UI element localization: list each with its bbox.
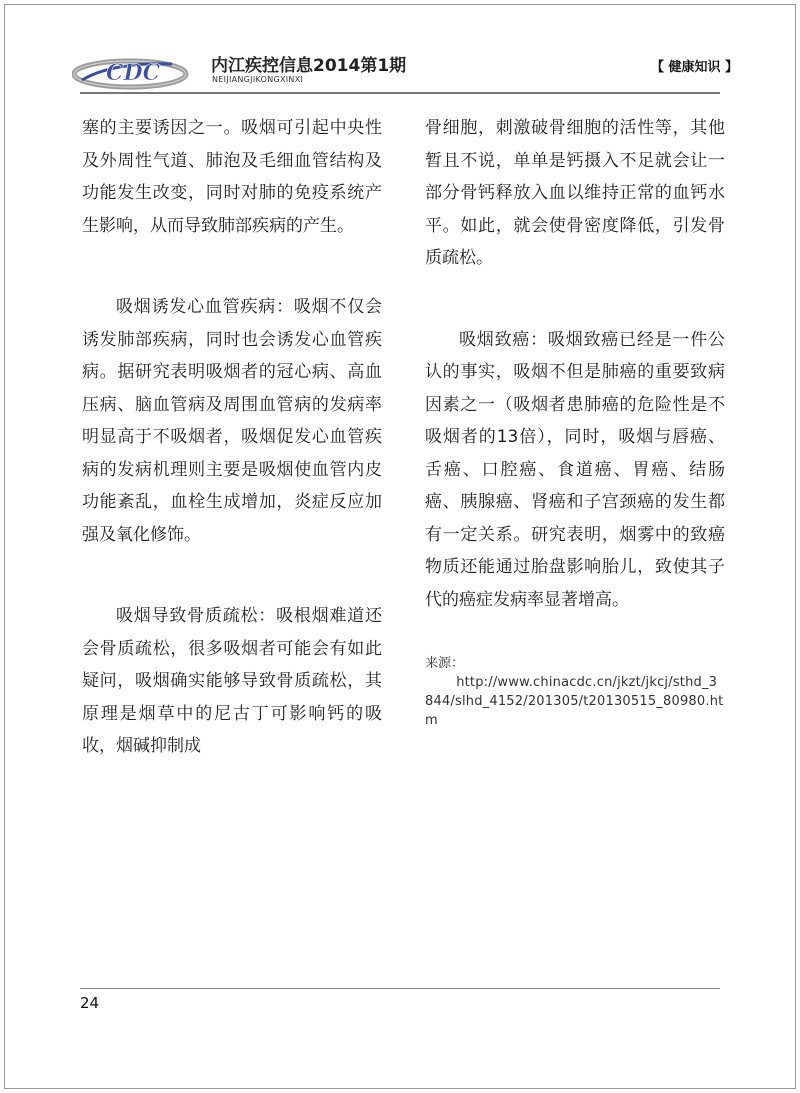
paragraph-osteoporosis-cont: 骨细胞，刺激破骨细胞的活性等，其他暂且不说，单单是钙摄入不足就会让一部分骨钙释放入血以维持正常的血钙水平。如此，就会使骨密度降低，引发骨质疏松。 — [425, 118, 725, 268]
magazine-subtitle: NEIJIANGJIKONGXINXI — [212, 75, 304, 84]
source-link[interactable]: http://www.chinacdc.cn/jkzt/jkcj/sthd_3844/slhd_4152/201305/t20130515_80980.htm — [425, 675, 724, 728]
footer-divider — [80, 988, 720, 989]
paragraph-lung-disease: 塞的主要诱因之一。吸烟可引起中央性及外周性气道、肺泡及毛细血管结构及功能发生改变，同时对肺的免疫系统产生影响，从而导致肺部疾病的产生。 — [82, 118, 382, 236]
page-header — [60, 44, 740, 94]
magazine-title: 内江疾控信息2014第1期 — [211, 56, 407, 76]
source-label: 来源： — [425, 656, 465, 671]
paragraph-osteoporosis: 吸烟导致骨质疏松：吸根烟难道还会骨质疏松，很多吸烟者可能会有如此疑问，吸烟确实能够导致骨质疏松，其原理是烟草中的尼古丁可影响钙的吸收，烟碱抑制成 — [82, 606, 382, 756]
logo-text: CDC — [106, 60, 161, 86]
paragraph-cancer: 吸烟致癌：吸烟致癌已经是一件公认的事实，吸烟不但是肺癌的重要致病因素之一（吸烟者患肺癌的危险性是不吸烟者的13倍），同时，吸烟与唇癌、舌癌、口腔癌、食道癌、胃癌、结肠癌、胰腺癌、肾癌和子宫颈癌的发生都有一定关系。研究表明，烟雾中的致癌物质还能通过胎盘影响胎儿，致使其子代的癌症发病率显著增高。 — [425, 329, 725, 610]
cdc-logo — [72, 50, 208, 90]
header-divider — [80, 92, 720, 94]
source-block — [425, 654, 725, 730]
paragraph-cardiovascular: 吸烟诱发心血管疾病：吸烟不仅会诱发肺部疾病，同时也会诱发心血管疾病。据研究表明吸烟者的冠心病、高血压病、脑血管病及周围血管病的发病率明显高于不吸烟者，吸烟促发心血管疾病的发病机理则主要是吸烟使血管内皮功能紊乱，血栓生成增加，炎症反应加强及氧化修饰。 — [82, 297, 382, 545]
section-tag: 【 健康知识 】 — [650, 60, 738, 75]
left-column — [82, 112, 382, 763]
page-number: 24 — [80, 994, 100, 1012]
right-column — [425, 112, 725, 730]
